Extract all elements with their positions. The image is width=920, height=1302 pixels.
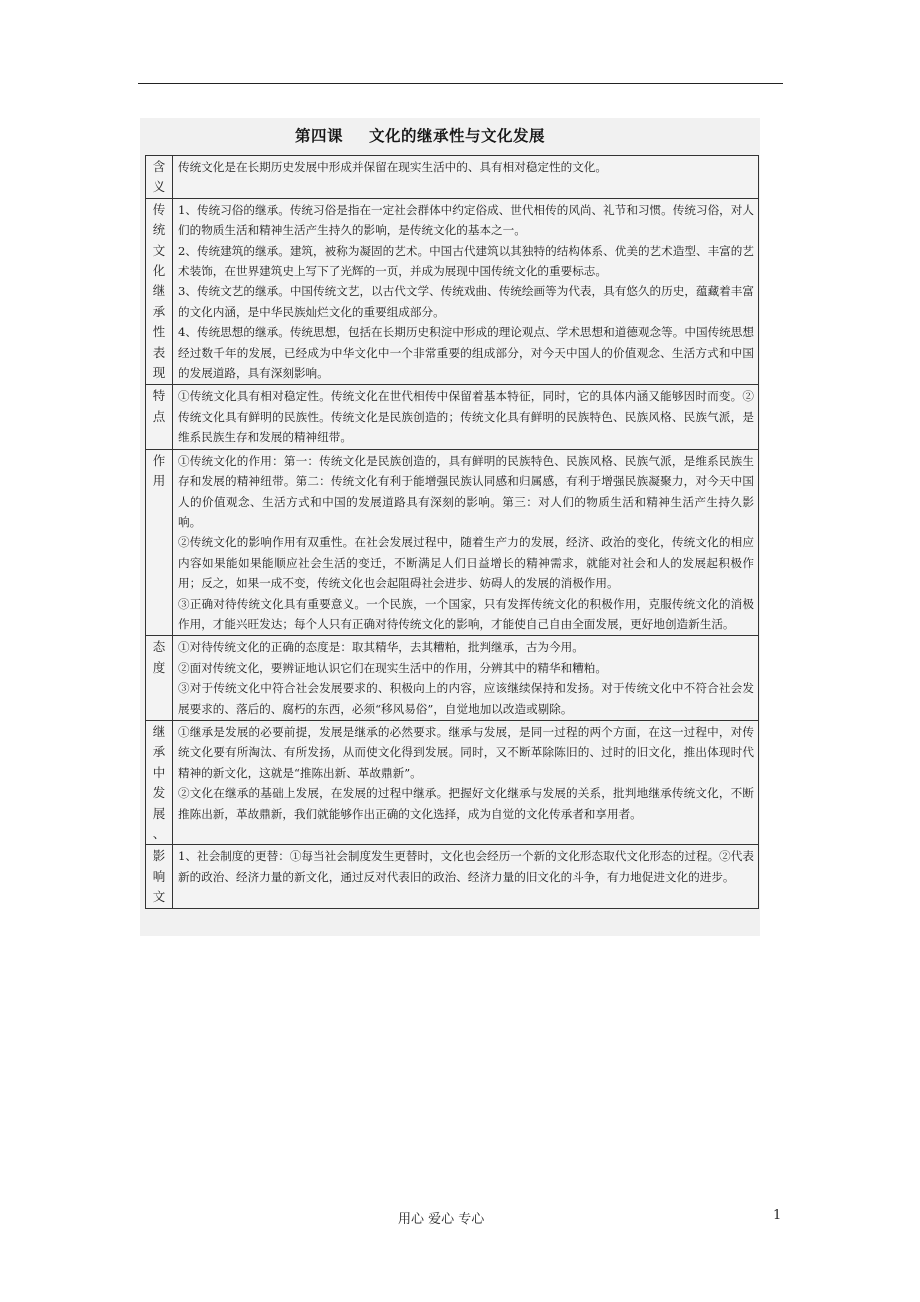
content-paragraph: ①传统文化的作用：第一：传统文化是民族创造的，具有鲜明的民族特色、民族风格、民族气派，是维系民族生存和发展的精神纽带。第二：传统文化有利于能增强民族认同感和归属感，有利于增强民族凝聚力，对今天中国人的价值观念、生活方式和中国的发展道路具有深刻的影响。第三：对人们的物质生活和精神生活产生持久影响。 [178,453,754,529]
row-content [173,636,759,721]
content-paragraph: 3、传统文艺的继承。中国传统文艺，以古代文学、传统戏曲、传统绘画等为代表，具有悠久的历史，蕴藏着丰富的文化内涵，是中华民族灿烂文化的重要组成部分。 [178,284,754,319]
row-label-char: 文 [152,242,166,258]
row-label-char: 继 [152,723,166,739]
content-paragraph: 1、传统习俗的继承。传统习俗是指在一定社会群体中约定俗成、世代相传的风尚、礼节和习惯。传统习俗，对人们的物质生活和精神生活产生持久的影响，是传统文化的基本之一。 [178,202,754,238]
row-label [146,636,173,721]
content-paragraph: ①对待传统文化的正确的态度是：取其精华，去其糟粕，批判继承，古为今用。 [178,640,584,655]
row-label-char: 展 [152,805,166,821]
table-row [146,385,759,449]
row-label [146,198,173,385]
row-label-char: 特 [152,388,166,404]
row-content [173,198,759,385]
row-content [173,845,759,908]
row-content [173,156,759,199]
table-row [146,198,759,385]
table-row [146,449,759,636]
content-paragraph: ③对于传统文化中符合社会发展要求的、积极向上的内容，应该继续保持和发扬。对于传统文化中不符合社会发展要求的、落后的、腐朽的东西，必须“移风易俗”，自觉地加以改造或剔除。 [178,681,754,716]
row-label-char: 影 [152,848,166,864]
content-paragraph: 4、传统思想的继承。传统思想，包括在长期历史积淀中形成的理论观点、学术思想和道德观念等。中国传统思想经过数千年的发展，已经成为中华文化中一个非常重要的组成部分，对今天中国人的价值观念、生活方式和中国的发展道路，具有深刻影响。 [178,325,754,381]
content-paragraph: ①传统文化具有相对稳定性。传统文化在世代相传中保留着基本特征，同时，它的具体内涵又能够因时而变。②传统文化具有鲜明的民族性。传统文化是民族创造的；传统文化具有鲜明的民族特色、民族风格、民族气派，是维系民族生存和发展的精神纽带。 [178,389,754,445]
page-number: 1 [773,1208,782,1223]
content-paragraph: 1、社会制度的更替：①每当社会制度发生更替时，文化也会经历一个新的文化形态取代文化形态的过程。②代表新的政治、经济力量的新文化，通过反对代表旧的政治、经济力量的旧文化的斗争，有力地促进文化的进步。 [178,849,754,884]
row-label-char: 用 [152,473,166,489]
row-label [146,449,173,636]
content-paragraph: 传统文化是在长期历史发展中形成并保留在现实生活中的、具有相对稳定性的文化。 [178,160,607,174]
lesson-number: 第四课 [294,126,343,145]
table-row [146,845,759,908]
content-paragraph: ③正确对待传统文化具有重要意义。一个民族，一个国家，只有发挥传统文化的积极作用，克服传统文化的消极作用，才能兴旺发达；每个人只有正确对待传统文化的影响，才能使自己自由全面发展，更好地创造新生活。 [178,596,754,631]
table-row [146,636,759,721]
lesson-table [145,155,759,909]
row-label-char: 点 [152,408,166,424]
row-content [173,720,759,844]
row-label-char: 统 [152,222,166,238]
table-row [146,156,759,199]
row-content [173,449,759,636]
lesson-topic: 文化的继承性与文化发展 [369,126,546,145]
row-label-char: 响 [152,868,166,884]
page-title [140,124,700,146]
row-label [146,385,173,449]
content-paragraph: ②文化在继承的基础上发展，在发展的过程中继承。把握好文化继承与发展的关系，批判地继承传统文化，不断推陈出新，革故鼎新，我们就能够作出正确的文化选择，成为自觉的文化传承者和享用者。 [178,786,754,821]
row-content [173,385,759,449]
footer-motto: 用心 爱心 专心 [398,1212,485,1227]
row-label-char: 中 [152,764,166,780]
row-label-char: 现 [152,365,166,381]
row-label-char: 承 [152,744,166,760]
row-label-char: 表 [152,344,166,360]
row-label-char: 含 [152,159,166,174]
header-rule [138,83,783,84]
row-label-char: 继 [152,283,166,299]
row-label-char: 度 [152,659,166,675]
content-paragraph: 2、传统建筑的继承。建筑，被称为凝固的艺术。中国古代建筑以其独特的结构体系、优美的艺术造型、丰富的艺术装饰，在世界建筑史上写下了光辉的一页，并成为展现中国传统文化的重要标志。 [178,243,754,279]
row-label-char: 传 [152,201,166,217]
row-label-char: 态 [152,639,166,655]
row-label-char: 化 [152,263,166,279]
row-label-char: 义 [152,179,166,195]
table-row [146,720,759,844]
row-label [146,156,173,199]
content-paragraph: ②传统文化的影响作用有双重性。在社会发展过程中，随着生产力的发展，经济、政治的变化，传统文化的相应内容如果能如果能顺应社会生活的变迁，不断满足人们日益增长的精神需求，就能对社会和人的发展起积极作用；反之，如果一成不变，传统文化也会起阻碍社会进步、妨碍人的发展的消极作用。 [178,535,754,591]
content-paragraph: ①继承是发展的必要前提，发展是继承的必然要求。继承与发展，是同一过程的两个方面，在这一过程中，对传统文化要有所淘汰、有所发扬，从而使文化得到发展。同时，又不断革除陈旧的、过时的旧文化，推出体现时代精神的新文化，这就是“推陈出新、革故鼎新”。 [178,724,754,780]
row-label-char: 承 [152,303,166,319]
row-label-char: 发 [152,785,166,801]
row-label-char: 文 [152,889,166,905]
row-label [146,720,173,844]
row-label-char: 性 [152,324,166,340]
row-label-char: 作 [152,452,166,468]
row-label-char: 、 [152,826,166,841]
content-paragraph: ②面对传统文化，要辨证地认识它们在现实生活中的作用，分辨其中的精华和糟粕。 [178,660,607,675]
row-label [146,845,173,908]
